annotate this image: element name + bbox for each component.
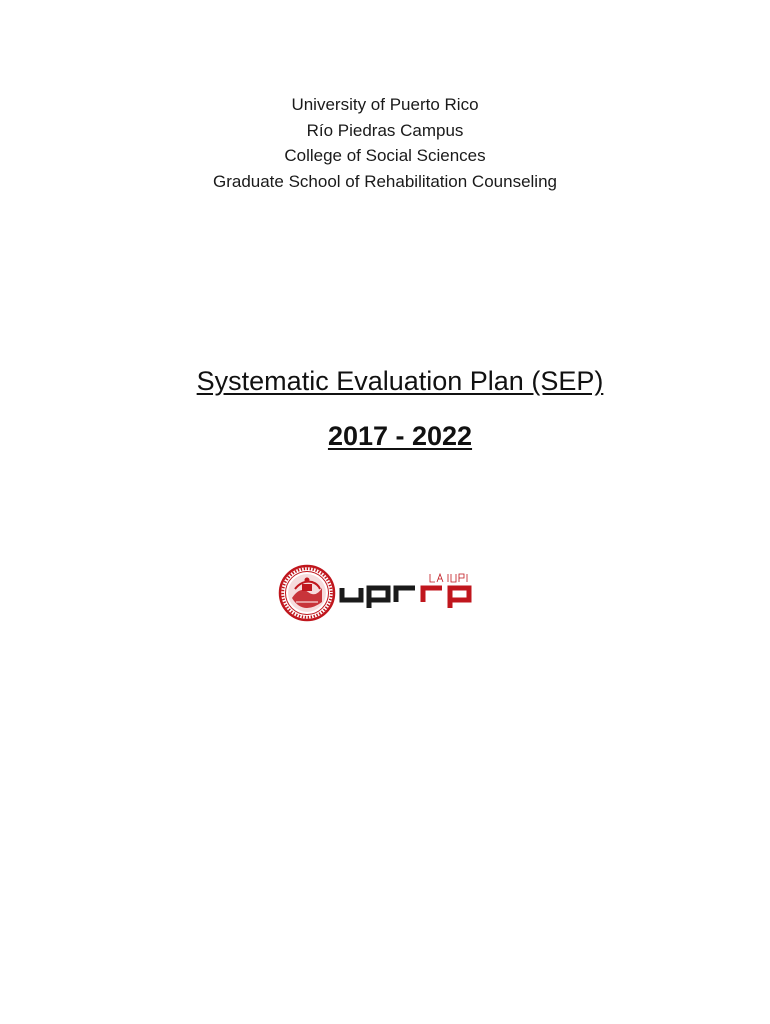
institution-header [0, 92, 770, 194]
school-name: Graduate School of Rehabilitation Counseling [212, 171, 557, 191]
college-name: College of Social Sciences [284, 146, 486, 165]
uprrp-wordmark [342, 588, 469, 608]
document-title: Systematic Evaluation Plan (SEP) [196, 366, 604, 396]
uprrp-logo [278, 562, 490, 624]
campus-name: Río Piedras Campus [306, 120, 464, 140]
university-name: University of Puerto Rico [291, 95, 479, 114]
document-years: 2017 - 2022 [327, 421, 473, 451]
university-seal-icon [280, 566, 334, 620]
logo-tagline [430, 574, 467, 582]
